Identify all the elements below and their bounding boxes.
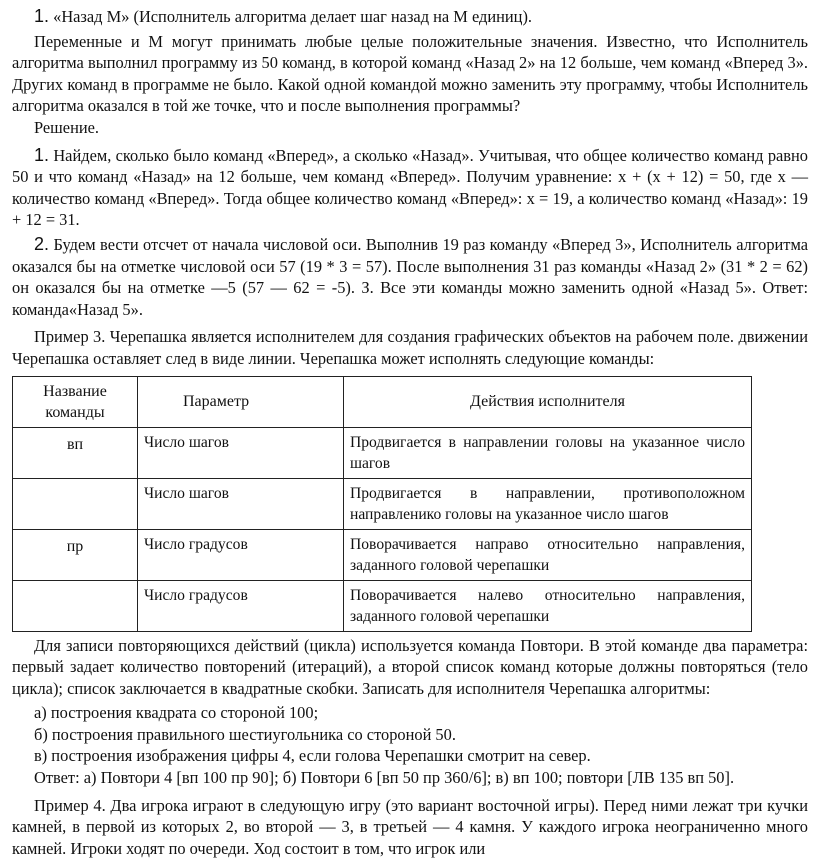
problem-number: 1.	[34, 6, 50, 26]
command-cell: вп	[13, 427, 138, 478]
step-text: Найдем, сколько было команд «Вперед», а сколько «Назад». Учитывая, что общее количество команд равно 50 и что команд «Назад» на 12 больше, чем команд «Вперед». Получим уравнение: x + (x + 12) = 50, где x — количество команд «Вперед». Тогда общее количество команд «Вперед»: x = 19, а количество команд «Назад»: 19 + 12 = 31.	[12, 145, 808, 230]
solution-label: Решение.	[34, 117, 99, 137]
commands-table	[12, 376, 752, 632]
header-action: Действия исполнителя	[344, 376, 752, 427]
solution-step-1	[12, 145, 808, 231]
parameter-cell: Число градусов	[138, 529, 344, 580]
example3-intro: Пример 3. Черепашка является исполнителем для создания графических объектов на рабочем поле. движении Черепашка оставляет след в виде линии. Черепашка может исполнять следующие команды:	[12, 327, 808, 368]
example3-answer: Ответ: а) Повтори 4 [вп 100 пр 90]; б) Повтори 6 [вп 50 пр 360/6]; в) вп 100; повтори [ЛВ 135 вп 50].	[34, 768, 735, 788]
problem-title-text: «Назад М» (Исполнитель алгоритма делает шаг назад на М единиц).	[53, 7, 532, 26]
example3-after-text: Для записи повторяющихся действий (цикла) используется команда Повтори. В этой команде два параметра: первый задает количество повторений (итераций), а второй список команд которые должны повторяться (тело цикла); список заключается в квадратные скобки. Записать для исполнителя Черепашка алгоритмы:	[12, 635, 808, 698]
header-parameter: Параметр	[138, 376, 344, 427]
task-a: а) построения квадрата со стороной 100;	[34, 703, 319, 723]
table-row	[13, 478, 752, 529]
step-number: 2.	[34, 233, 50, 254]
action-cell: Продвигается в направлении, противоположном направленико головы на указанное число шагов	[344, 478, 752, 529]
example4-text: Пример 4. Два игрока играют в следующую игру (это вариант восточной игры). Перед ними лежат три кучки камней, в первой из которых 2, во второй — 3, в третьей — 4 камня. У каждого игрока неограниченно много камней. Игроки ходят по очереди. Ход состоит в том, что игрок или	[12, 795, 808, 858]
table-row	[13, 427, 752, 478]
action-cell: Поворачивается направо относительно направления, заданного головой черепашки	[344, 529, 752, 580]
command-cell: пр	[13, 529, 138, 580]
command-cell	[13, 478, 138, 529]
table-row	[13, 580, 752, 631]
solution-step-2	[12, 234, 808, 320]
task-b: б) построения правильного шестиугольника со стороной 50.	[34, 724, 456, 744]
document-page	[12, 6, 808, 859]
table-row	[13, 529, 752, 580]
problem-title	[12, 6, 808, 28]
parameter-cell: Число шагов	[138, 478, 344, 529]
header-command-name: Название команды	[13, 376, 138, 427]
task-c: в) построения изображения цифры 4, если голова Черепашки смотрит на север.	[34, 746, 591, 766]
parameter-cell: Число шагов	[138, 427, 344, 478]
problem-text: Переменные и М могут принимать любые целые положительные значения. Известно, что Исполнитель алгоритма выполнил программу из 50 команд, в которой команд «Назад 2» на 12 больше, чем команд «Вперед 3». Других команд в программе не было. Какой одной командой можно заменить эту программу, чтобы Исполнитель алгоритма оказался в той же точке, что и после выполнения программы?	[12, 31, 808, 116]
parameter-cell: Число градусов	[138, 580, 344, 631]
step-number: 1.	[34, 144, 50, 165]
step-text: Будем вести отсчет от начала числовой оси. Выполнив 19 раз команду «Вперед 3», Исполнитель алгоритма оказался бы на отметке числовой оси 57 (19 * 3 = 57). После выполнения 31 раз команды «Назад 2» (31 * 2 = 62) он оказался бы на отметке —5 (57 — 62 = -5). З. Все эти команды можно заменить одной «Назад 5». Ответ: команда«Назад 5».	[12, 234, 808, 319]
command-cell	[13, 580, 138, 631]
action-cell: Продвигается в направлении головы на указанное число шагов	[344, 427, 752, 478]
action-cell: Поворачивается налево относительно направления, заданного головой черепашки	[344, 580, 752, 631]
table-header-row	[13, 376, 752, 427]
